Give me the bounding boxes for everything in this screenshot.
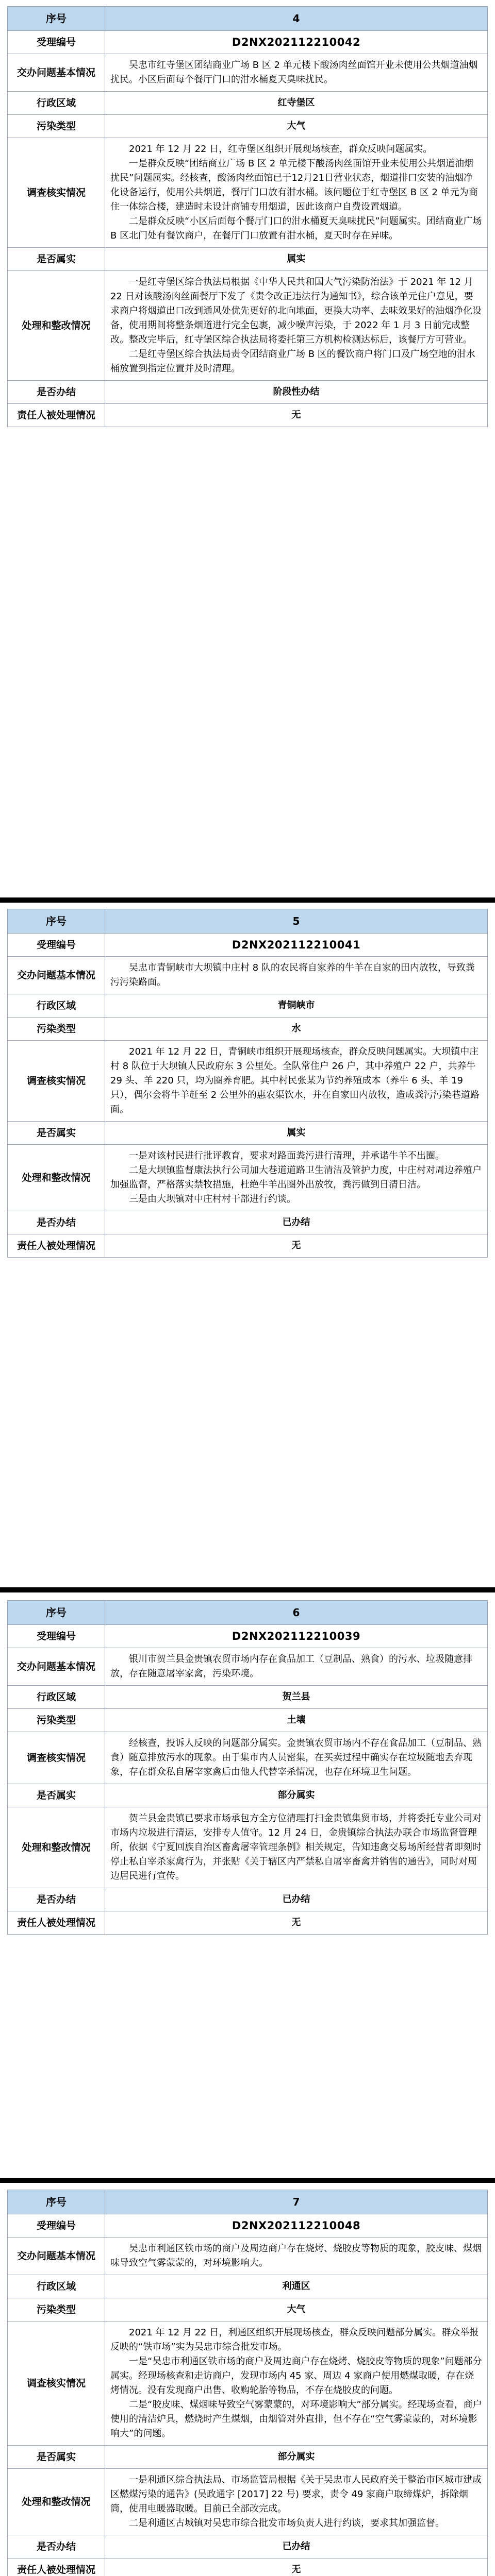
resp-value: 无: [105, 1234, 488, 1258]
record-divider: [0, 897, 495, 903]
seq-value: 5: [105, 909, 488, 934]
pollution-value: 大气: [105, 2298, 488, 2321]
region-value: 贺兰县: [105, 1686, 488, 1709]
record-6: [7, 1600, 488, 1935]
handle-label: 处理和整改情况: [8, 1145, 105, 1211]
done-label: 是否办结: [8, 1211, 105, 1234]
valid-label: 是否属实: [8, 1122, 105, 1145]
resp-label: 责任人被处理情况: [8, 1911, 105, 1935]
pollution-label: 污染类型: [8, 1709, 105, 1732]
code-label: 受理编号: [8, 31, 105, 54]
region-label: 行政区域: [8, 1686, 105, 1709]
verify-label: 调查核实情况: [8, 1041, 105, 1122]
resp-label: 责任人被处理情况: [8, 1234, 105, 1258]
handle-value: 贺兰县金贵镇已要求市场承包方全方位清理打扫金贵镇集贸市场，并将委托专业公司对市场内垃圾进行清运，安排专人值守。12 月 24 日，金贵镇综合执法办联合市场监督管理所，依据《宁夏回族自治区畜禽屠宰管理条例》相关规定，告知违禽交易场所经营者即刻时停止私自宰杀家禽行为，并张贴《关于辖区内严禁私自屠宰畜禽并销售的通告》，同时对周边居民进行宣传。: [105, 1807, 488, 1888]
seq-value: 6: [105, 1601, 488, 1625]
record-table: [7, 6, 488, 427]
done-value: 已办结: [105, 1211, 488, 1234]
valid-value: 部分属实: [105, 1784, 488, 1807]
done-label: 是否办结: [8, 2535, 105, 2558]
seq-label: 序号: [8, 909, 105, 934]
verify-value: 经核查，投诉人反映的问题部分属实。金贵镇农贸市场内不存在食品加工（豆制品、熟食）随意排放污水的现象。由于集市内人员密集，在买卖过程中确实存在垃圾随地丢弃现象，存在群众私自屠宰家禽后由他人代替宰杀情况，也存在环境卫生问题。: [105, 1732, 488, 1784]
record-table: [7, 909, 488, 1258]
pollution-value: 大气: [105, 115, 488, 138]
done-label: 是否办结: [8, 381, 105, 404]
done-value: 已办结: [105, 2535, 488, 2558]
issue-value: 银川市贺兰县金贵镇农贸市场内存在食品加工（豆制品、熟食）的污水、垃圾随意排放，存在随意屠宰家禽，污染环境。: [105, 1648, 488, 1686]
resp-label: 责任人被处理情况: [8, 2558, 105, 2576]
record-divider: [0, 2178, 495, 2183]
done-label: 是否办结: [8, 1888, 105, 1911]
seq-label: 序号: [8, 1601, 105, 1625]
code-value: D2NX202112210041: [105, 934, 488, 957]
verify-value: 2021 年 12 月 22 日，红寺堡区组织开展现场核查，群众反映问题属实。 一是群众反映“团结商业广场 B 区 2 单元楼下酸汤肉丝面馆开业未使用公共烟道油烟扰民”问题属实。经核查，酸汤肉丝面馆已于12月21日营业状态，烟道排口安装的油烟净化设备运行，使用公共烟道，餐厅门口放有泔水桶。该问题位于红寺堡区 B 区 2 单元为商住一体综合楼，建造时未设计商铺专用烟道，因此该商户自费设置烟道。 二是群众反映“小区后面每个餐厅门口的泔水桶夏天臭味扰民”问题属实。团结商业广场 B 区北门处有餐饮商户，在餐厅门口放置有泔水桶，夏天时存在异味。: [105, 138, 488, 248]
pollution-label: 污染类型: [8, 115, 105, 138]
valid-value: 属实: [105, 248, 488, 271]
handle-label: 处理和整改情况: [8, 271, 105, 381]
seq-label: 序号: [8, 7, 105, 31]
issue-label: 交办问题基本情况: [8, 54, 105, 92]
verify-label: 调查核实情况: [8, 1732, 105, 1784]
record-7: [7, 2190, 488, 2576]
verify-value: 2021 年 12 月 22 日，利通区组织开展现场核查，群众反映问题部分属实。群众举报反映的“铁市场”实为吴忠市综合批发市场。 一是“吴忠市利通区铁市场的商户及周边商户存在烧烤、烧胶皮等物质的现象”问题部分属实。经现场核查和走访商户，发现市场内 45 家、周边 4 家商户使用燃煤取暖，存在烧烤情况。没有发现商户出售、收购轮胎等物品，不存在烧胶皮的问题。 二是“胶皮味、煤烟味导致空气雾蒙蒙的，对环境影响大”部分属实。经现场查看，商户使用的清洁炉具，燃烧时产生煤烟，由烟管对外直排，但不存在“空气雾蒙蒙的，对环境影响大”的问题。: [105, 2321, 488, 2446]
issue-label: 交办问题基本情况: [8, 2238, 105, 2275]
record-5: [7, 909, 488, 1258]
record-divider: [0, 1587, 495, 1592]
verify-label: 调查核实情况: [8, 138, 105, 248]
handle-label: 处理和整改情况: [8, 2469, 105, 2535]
seq-value: 4: [105, 7, 488, 31]
done-value: 阶段性办结: [105, 381, 488, 404]
code-value: D2NX202112210039: [105, 1625, 488, 1648]
handle-value: 一是利通区综合执法局、市场监管局根据《关于吴忠市人民政府关于整治市区城市建成区燃煤污染的通告》(吴政通字 [2017] 22 号) 要求，责令 49 家商户取缔煤炉，拆除烟筒，使用电暖器取暖。目前已全部改完成。 二是利通区古城镇对吴忠市综合批发市场负责人进行约谈，要求其加强监督。: [105, 2469, 488, 2535]
region-label: 行政区域: [8, 994, 105, 1018]
pollution-label: 污染类型: [8, 2298, 105, 2321]
valid-value: 属实: [105, 1122, 488, 1145]
code-value: D2NX202112210048: [105, 2214, 488, 2238]
issue-label: 交办问题基本情况: [8, 957, 105, 994]
handle-value: 一是红寺堡区综合执法局根据《中华人民共和国大气污染防治法》于 2021 年 12 月 22 日对该酸汤肉丝面餐厅下发了《责令改正违法行为通知书》，综合该单元住户意见，要求商户将烟道出口改到通风处优先更好的北向地面，更换大功率、去味效果好的油烟净化设备，使用期间将整条烟道进行完全包裹，减少噪声污染，于 2022 年 1 月 3 日前完成整改。整改完毕后，红寺堡区综合执法局将委托第三方机构检测达标后，该餐厅方可营业。 二是红寺堡区综合执法局责令团结商业广场 B 区的餐饮商户将门口及广场空地的泔水桶放置到指定位置并及时清理。: [105, 271, 488, 381]
resp-value: 无: [105, 1911, 488, 1935]
code-value: D2NX202112210042: [105, 31, 488, 54]
resp-value: 无: [105, 404, 488, 427]
valid-label: 是否属实: [8, 248, 105, 271]
resp-label: 责任人被处理情况: [8, 404, 105, 427]
verify-value: 2021 年 12 月 22 日，青铜峡市组织开展现场核查，群众反映问题属实。大坝镇中庄村 8 队位于大坝镇人民政府东 3 公里处。全队常住户 26 户，其中养殖户 22 户，共养牛 29 头、羊 220 只，均为圈养育肥。其中村民张某为节约养殖成本（养牛 6 头、羊 19 只），偶尔会将牛羊赶至 2 公里外的惠农渠饮水，并在自家田内放牧，造成粪污污染巷道路面。: [105, 1041, 488, 1122]
done-value: 已办结: [105, 1888, 488, 1911]
pollution-label: 污染类型: [8, 1018, 105, 1041]
pollution-value: 水: [105, 1018, 488, 1041]
resp-value: 无: [105, 2558, 488, 2576]
region-value: 红寺堡区: [105, 92, 488, 115]
region-label: 行政区域: [8, 92, 105, 115]
seq-label: 序号: [8, 2190, 105, 2214]
issue-value: 吴忠市利通区铁市场的商户及周边商户存在烧烤、烧胶皮等物质的现象，胶皮味、煤烟味导致空气雾蒙蒙的，对环境影响大。: [105, 2238, 488, 2275]
valid-label: 是否属实: [8, 2446, 105, 2469]
region-label: 行政区域: [8, 2275, 105, 2298]
record-table: [7, 2190, 488, 2576]
record-4: [7, 6, 488, 427]
code-label: 受理编号: [8, 2214, 105, 2238]
record-table: [7, 1600, 488, 1935]
valid-value: 部分属实: [105, 2446, 488, 2469]
handle-label: 处理和整改情况: [8, 1807, 105, 1888]
issue-label: 交办问题基本情况: [8, 1648, 105, 1686]
seq-value: 7: [105, 2190, 488, 2214]
region-value: 青铜峡市: [105, 994, 488, 1018]
region-value: 利通区: [105, 2275, 488, 2298]
issue-value: 吴忠市青铜峡市大坝镇中庄村 8 队的农民将自家养的牛羊在自家的田内放牧，导致粪污污染路面。: [105, 957, 488, 994]
code-label: 受理编号: [8, 934, 105, 957]
issue-value: 吴忠市红寺堡区团结商业广场 B 区 2 单元楼下酸汤肉丝面馆开业未使用公共烟道油烟扰民。小区后面每个餐厅门口的泔水桶夏天臭味扰民。: [105, 54, 488, 92]
verify-label: 调查核实情况: [8, 2321, 105, 2446]
valid-label: 是否属实: [8, 1784, 105, 1807]
handle-value: 一是对该村民进行批评教育，要求对路面粪污进行清理，并承诺牛羊不出圈。 二是大坝镇监督康法执行公司加大巷道道路卫生清洁及管护力度，中庄村对周边养殖户加强监督，严格落实禁牧措施，杜绝牛羊出圈外出放牧，粪污做到日清日洁。 三是由大坝镇对中庄村村干部进行约谈。: [105, 1145, 488, 1211]
pollution-value: 土壤: [105, 1709, 488, 1732]
code-label: 受理编号: [8, 1625, 105, 1648]
